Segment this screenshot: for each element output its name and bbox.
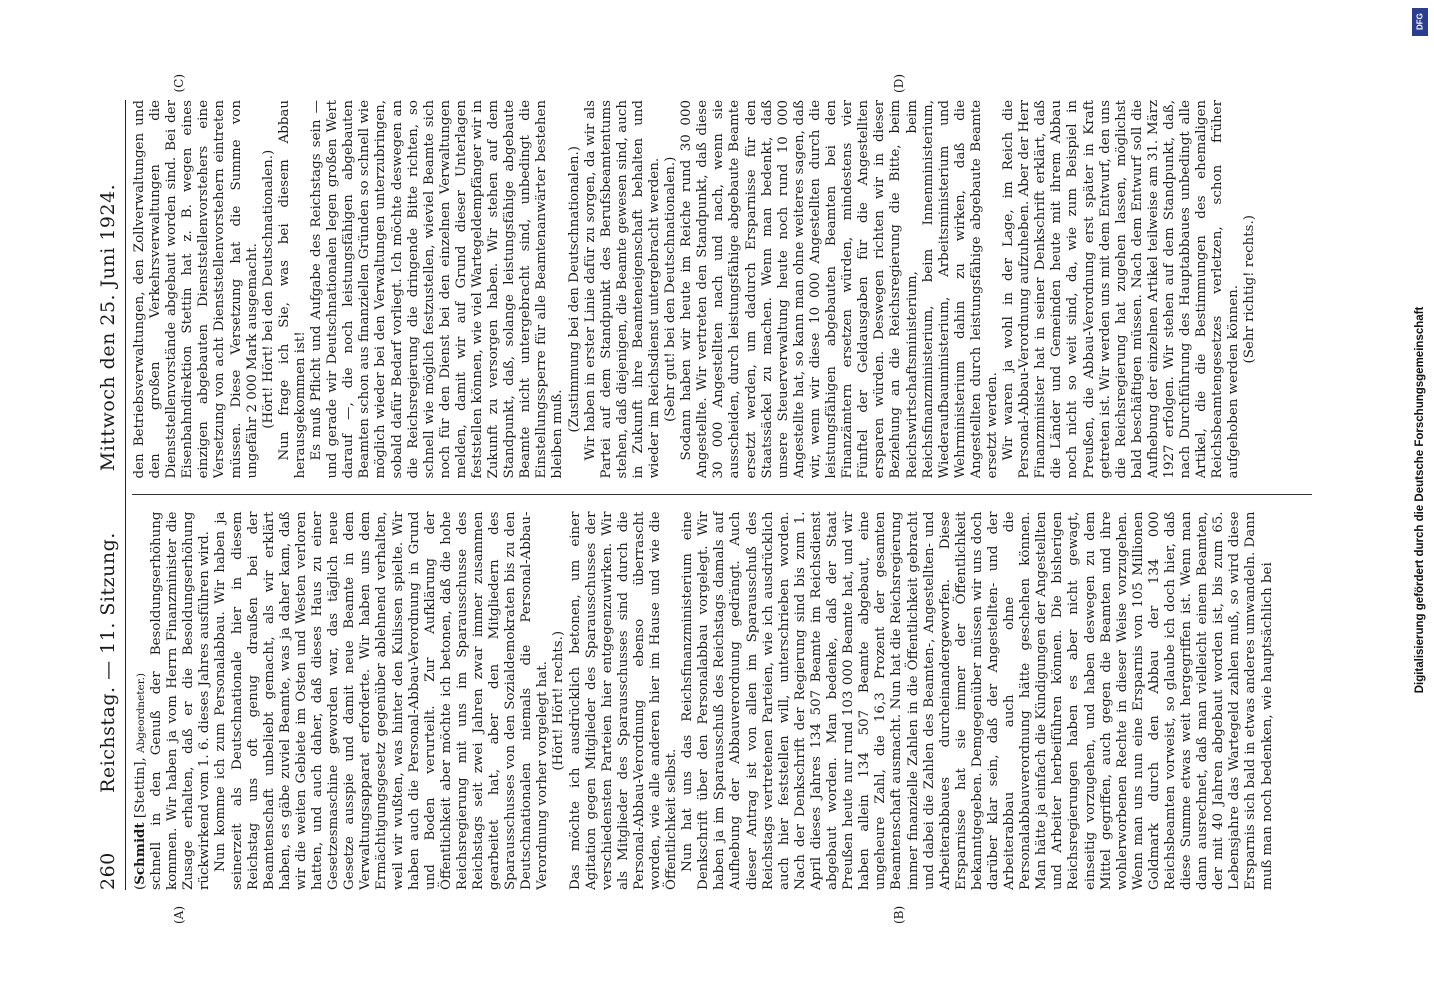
paragraph: Wir waren ja wohl in der Lage, im Reich die Personal-Abbau-Verordnung aufzuheben. Aber der Herr Finanzminister hat in seiner Denkschrift erklärt, daß die Länder und Gemeinden heute mit ihrem Abbau noch nicht so weit sind, da, wie zum Beispiel in Preußen, die Abbau-Verordnung erst später in Kraft getreten ist. Wir werden uns mit dem Entwurf, den uns die Reichsregierung hat zugehen lassen, möglichst bald beschäftigen müssen. Nach dem Entwurf soll die Aufhebung der einzelnen Artikel teilweise am 31. März 1927 erfolgen. Wir stehen auf dem Standpunkt, daß, nach Durchführung des Hauptabbaues unbedingt alle Artikel, die die Bestimmungen des ehemaligen Reichsbeamtengesetzes verletzen, schon früher aufgehoben werden können.: [1001, 100, 1242, 479]
interjection: (Hört! Hört! bei den Deutschnationalen.): [260, 149, 276, 429]
paragraph: schnell in den Genuß der Besoldungserhöhung kommen. Wir haben ja vom Herrn Finanzminister die Zusage erhalten, daß er die Besoldungserhöhung rückwirkend vom 1. 6. dieses Jahres ausführen wird.: [149, 511, 213, 890]
dfg-credit: [1406, 0, 1434, 1000]
paragraph: Es muß Pflicht und Aufgabe des Reichstags sein — und gerade wir Deutschnationalen legen großen Wert darauf —, die noch leistungsfähigen abgebauten Beamten schon aus finanziellen Gründen so schnell wie möglich wieder bei den Verwaltungen unterzubringen, sobald dafür Bedarf vorliegt. Ich möchte deswegen an die Reichsregierung die dringende Bitte richten, so schnell wie möglich festzustellen, wieviel Beamte sich noch für den Dienst bei den einzelnen Verwaltungen melden, damit wir auf Grund dieser Unterlagen feststellen können, wie viel Wartegeldempfänger wir in Zukunft zu versorgen haben. Wir stehen auf dem Standpunkt, daß, solange leistungsfähige abgebaute Beamte nicht untergebracht sind, unbedingt die Einstellungssperre für alle Beamtenanwärter bestehen bleiben muß.: [309, 100, 566, 479]
left-column: [132, 512, 1312, 891]
paragraph: Nun komme ich zum Personalabbau. Wir haben ja seinerzeit als Deutschnationale hier in diesem Reichstag uns oft genug draußen bei der Beamtenschaft unbeliebt gemacht, als wir erklärt haben, es gäbe zuviel Beamte, was ja daher kam, daß wir die weiten Gebiete im Osten und Westen verloren hatten, und auch daher, daß dieses Haus zu einer Gesetzesmaschine geworden war, das täglich neue Gesetze ausspie und damit neue Beamte in dem Verwaltungsapparat erforderte. Wir haben uns dem Ermächtigungsgesetz gegenüber ablehnend verhalten, weil wir wußten, was hinter den Kulissen spielte. Wir haben auch die Personal-Abbau-Verordnung in Grund und Boden verurteilt. Zur Aufklärung der Öffentlichkeit aber möchte ich betonen, daß die hohe Reichsregierung mit uns im Sparausschusse des Reichstags seit zwei Jahren zwar immer zusammen gearbeitet hat, aber den Mitgliedern des Sparausschusses von den Sozialdemokraten bis zu den Deutschnationalen niemals die Personal-Abbau-Verordnung vorher vorgelegt hat.: [213, 511, 551, 890]
column-divider: [132, 495, 1312, 496]
dfg-logo: DFG: [1412, 8, 1428, 36]
speaker-name: Schmidt: [132, 822, 148, 885]
paragraph: den Betriebsverwaltungen, den Zollverwaltungen und den großen Verkehrsverwaltungen die Dienststellenvorstände abgebaut worden sind. Bei der Eisenbahndirektion Stettin hat z. B. wegen eines einzigen abgebauten Dienststellenvorstehers eine Versetzung von acht Dienststellenvorstehern eintreten müssen. Diese Versetzung hat die Summe von ungefähr 2 000 Mark ausgemacht.: [132, 100, 260, 479]
interjection: (Zustimmung bei den Deutschnationalen.): [566, 146, 582, 433]
text-columns: [132, 74, 1312, 924]
header-right-title: Mittwoch den 25. Juni 1924.: [97, 183, 119, 472]
margin-mark-b: (B): [892, 905, 906, 924]
speaker-role: Abgeordneter.): [135, 672, 147, 753]
paragraph: Nun frage ich Sie, was bei diesem Abbau herausgekommen ist!: [276, 100, 308, 479]
interjection: (Sehr gut! bei den Deutschnationalen.): [663, 156, 679, 422]
right-column: [132, 100, 1312, 479]
speaker-line: (Schmidt [Stettin], Abgeordneter.): [132, 672, 148, 890]
document-page: [77, 70, 1357, 930]
paragraph: Das möchte ich ausdrücklich betonen, um einer Agitation gegen Mitglieder des Sparausschusses der verschiedensten Parteien hier entgegenzuwirken. Wir als Mitglieder des Sparausschusses sind durch die Personal-Abbau-Verordnung ebenso überrascht worden, wie alle anderen hier im Hause und wie die Öffentlichkeit selbst.: [567, 511, 680, 890]
margin-mark-a: (A): [172, 905, 186, 924]
page-number: 260: [97, 852, 119, 890]
dfg-credit-text: Digitalisierung gefördert durch die Deutsche Forschungsgemeinschaft: [1414, 306, 1426, 694]
page-header: [95, 100, 126, 890]
header-left-title: Reichstag. — 11. Sitzung.: [97, 532, 119, 793]
paragraph: Nun hat uns das Reichsfinanzministerium eine Denkschrift über den Personalabbau vorgelegt. Wir haben ja im Sparausschuß des Reichstags damals auf Aufhebung der Abbauverordnung gedrängt. Auch dieser Antrag ist von allen im Sparausschuß des Reichstags vertretenen Parteien, wie ich ausdrücklich auch hier feststellen will, unterschrieben worden. Nach der Denkschrift der Regierung sind bis zum 1. April dieses Jahres 134 507 Beamte im Reichsdienst abgebaut worden. Man bedenke, daß der Staat Preußen heute nur rund 103 000 Beamte hat, und wir haben allein 134 507 Beamte abgebaut, eine ungeheure Zahl, die 16,3 Prozent der gesamten Beamtenschaft ausmacht. Nun hat die Reichsregierung immer finanzielle Zahlen in die Öffentlichkeit gebracht und dabei die Zahlen des Beamten-, Angestellten- und Arbeiterabbaues durcheinandergeworfen. Diese Ersparnisse hat sie immer der Öffentlichkeit bekanntgegeben. Demgegenüber müssen wir uns doch darüber klar sein, daß der Angestellten- und der Arbeiterabbau auch ohne die Personalabbauverordnung hätte geschehen können. Man hätte ja einfach die Kündigungen der Angestellten und Arbeiter herbeiführen können. Die bisherigen Reichsregierungen haben es aber nicht gewagt, einseitig vorzugehen, und haben deswegen zu dem Mittel gegriffen, auch gegen die Beamten und ihre wohlerworbenen Rechte in dieser Weise vorzugehen. Wenn man uns nun eine Ersparnis von 105 Millionen Goldmark durch den Abbau der 134 000 Reichsbeamten vorweist, so glaube ich doch hier, daß diese Summe etwas weit hergegriffen ist. Wenn man dann ausrechnet, daß man vielleicht einem Beamten, der mit 40 Jahren abgebaut worden ist, bis zum 65. Lebensjahre das Wartegeld zahlen muß, so wird diese Ersparnis sich bald in etwas anderes umwandeln. Dann muß man noch bedenken, wie hauptsächlich bei: [680, 511, 1275, 890]
speaker-place: [Stettin],: [133, 757, 148, 819]
paragraph: Wir haben in erster Linie dafür zu sorgen, da wir als Partei auf dem Standpunkt des Berufsbeamtentums stehen, daß diejenigen, die Beamte gewesen sind, auch in Zukunft ihre Beamteneigenschaft behalten und wieder im Reichsdienst untergebracht werden.: [582, 100, 662, 479]
interjection: (Sehr richtig! rechts.): [1242, 215, 1258, 364]
margin-mark-c: (C): [172, 74, 186, 93]
margin-mark-d: (D): [892, 74, 906, 93]
paragraph: Sodann haben wir heute im Reiche rund 30 000 Angestellte. Wir vertreten den Standpunkt, daß diese 30 000 Angestellten nach und nach, wenn sie ausscheiden, durch leistungsfähige abgebaute Beamte ersetzt werden, um dadurch Ersparnisse für den Staatssäckel zu machen. Wenn man bedenkt, daß unsere Steuerverwaltung heute noch rund 10 000 Angestellte hat, so kann man ohne weiteres sagen, daß wir, wenn wir diese 10 000 Angestellten durch die leistungsfähigen abgebauten Beamten bei den Finanzämtern ersetzen würden, mindestens vier Fünftel der Geldausgaben für die Angestellten ersparen würden. Deswegen richten wir in dieser Beziehung an die Reichsregierung die Bitte, beim Reichswirtschaftsministerium, beim Reichsfinanzministerium, beim Innenministerium, Wiederaufbauministerium, Arbeitsministerium und Wehrministerium dahin zu wirken, daß die Angestellten durch leistungsfähige abgebaute Beamte ersetzt werden.: [679, 100, 1000, 479]
interjection: (Hört! Hört! rechts.): [551, 630, 567, 771]
